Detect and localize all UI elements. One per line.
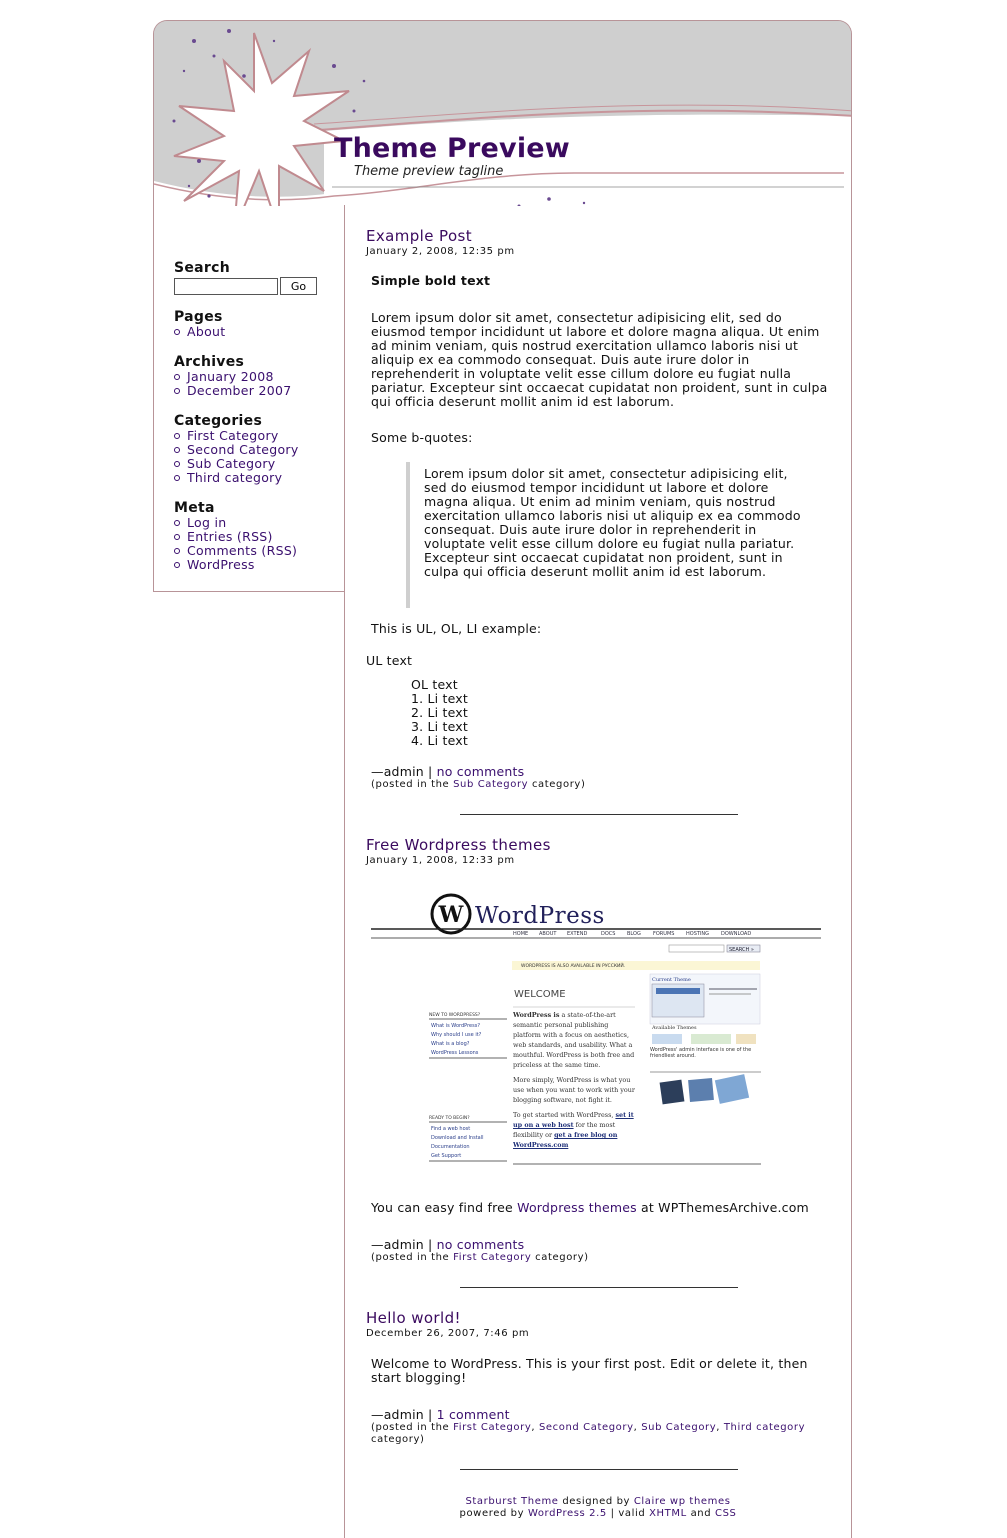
blockquote (406, 462, 802, 608)
post-separator (460, 1287, 738, 1288)
archives-heading: Archives (174, 354, 245, 370)
category-link[interactable]: Sub Category (641, 1422, 717, 1433)
meta-widget (174, 500, 297, 572)
post-title-example-post[interactable]: Example Post (366, 227, 473, 245)
post-separator (460, 814, 738, 815)
search-go-button[interactable]: Go (280, 277, 317, 295)
ol-text: OL text (411, 677, 458, 692)
footer-and: and (690, 1508, 712, 1519)
category-link[interactable]: Second Category (538, 1422, 634, 1433)
wp-logo-text: WordPress (475, 903, 605, 929)
sidebar-item-first-category[interactable]: First Category (174, 429, 299, 443)
wp-nav-item: ABOUT (539, 931, 557, 937)
post-text: Welcome to WordPress. This is your first post. Edit or delete it, then start blogging! (371, 1356, 808, 1385)
blog-title[interactable]: Theme Preview (334, 133, 570, 164)
posted-suffix: category) (371, 1434, 425, 1445)
sidebar-item-sub-category[interactable]: Sub Category (174, 457, 299, 471)
sidebar-item-december-2007[interactable]: December 2007 (174, 384, 292, 398)
wordpress-themes-link[interactable]: Wordpress themes (517, 1200, 637, 1215)
wp-started-mid: for the most flexibility or (513, 1121, 616, 1139)
post-meta: —admin | no comments (371, 764, 525, 779)
wp-welcome: WELCOME (514, 989, 566, 1000)
list-item: 4. Li text (411, 733, 468, 748)
post-category-line: (posted in the First Category, Second Category, Sub Category, Third category category) (371, 1422, 806, 1445)
blockquote-text: Lorem ipsum dolor sit amet, consectetur adipisicing elit, sed do eiusmod tempor incididunt ut labore et dolore magna aliqua. Ut enim ad minim veniam, quis nostrud exercitation ullamco laboris nisi ut aliquip ex ea commodo consequat. Duis aute irure dolor in reprehenderit in voluptate velit esse cillum dolore eu fugiat nulla pariatur. Excepteur sint occaecat cupidatat non proident, sunt in culpa qui officia deserunt mollit anim id est laborum. (424, 466, 801, 579)
posted-suffix: category) (531, 779, 586, 790)
sidebar (153, 205, 345, 592)
category-link[interactable]: Third category (723, 1422, 806, 1433)
wp-nav-item: BLOG (627, 931, 641, 937)
footer-css-link[interactable]: CSS (714, 1508, 737, 1519)
post-separator (460, 1469, 738, 1470)
wordpress-logo-icon (432, 895, 470, 933)
footer-valid: | valid (610, 1508, 646, 1519)
post-author: —admin (371, 1407, 424, 1422)
sidebar-item-second-category[interactable]: Second Category (174, 443, 299, 457)
categories-heading: Categories (174, 413, 263, 429)
post-title-hello-world[interactable]: Hello world! (366, 1309, 461, 1327)
sidebar-item-comments-rss[interactable]: Comments (RSS) (174, 544, 297, 558)
search-widget (174, 260, 317, 295)
meta-heading: Meta (174, 500, 215, 516)
post-meta: —admin | no comments (371, 1237, 525, 1252)
post-title-free-wordpress-themes[interactable]: Free Wordpress themes (366, 836, 551, 854)
category-link[interactable]: First Category (453, 1422, 532, 1433)
wp-left-link: Get Support (431, 1153, 462, 1159)
post-author: —admin (371, 764, 424, 779)
wp-left-link: Find a web host (431, 1126, 471, 1132)
post-date: December 26, 2007, 7:46 pm (366, 1328, 530, 1339)
blog-tagline: Theme preview tagline (354, 164, 504, 179)
wp-nav-item: DOCS (601, 931, 616, 937)
wp-nav-item: FORUMS (653, 931, 675, 937)
footer-designed-by: designed by (562, 1496, 631, 1507)
sidebar-item-january-2008[interactable]: January 2008 (174, 370, 292, 384)
category-link[interactable]: First Category (453, 1252, 532, 1263)
sidebar-item-about[interactable]: About (174, 325, 225, 339)
wp-left-link: What is WordPress? (431, 1023, 480, 1029)
wp-ready-heading: READY TO BEGIN? (429, 1116, 470, 1121)
pages-widget (174, 309, 225, 339)
sidebar-item-third-category[interactable]: Third category (174, 471, 299, 485)
sidebar-item-entries-rss[interactable]: Entries (RSS) (174, 530, 297, 544)
wp-current-theme: Current Theme (652, 977, 691, 983)
wp-nav-item: HOME (513, 931, 529, 937)
comments-link[interactable]: no comments (436, 1237, 525, 1252)
post-text (371, 1201, 833, 1215)
wp-set-it-up-link: set it up on a web host (513, 1111, 634, 1129)
post-date: January 1, 2008, 12:33 pm (366, 855, 515, 866)
search-input[interactable] (174, 278, 278, 295)
post-text-before: You can easy find free (371, 1200, 513, 1215)
wp-nav-item: HOSTING (686, 931, 710, 937)
footer-powered-by: powered by (459, 1508, 525, 1519)
list-intro: This is UL, OL, LI example: (371, 621, 542, 636)
list-item: 2. Li text (411, 705, 468, 720)
post-paragraph: Lorem ipsum dolor sit amet, consectetur adipisicing elit, sed do eiusmod tempor incididunt ut labore et dolore magna aliqua. Ut enim ad minim veniam, quis nostrud exercitation ullamco laboris nisi ut aliquip ex ea commodo consequat. Duis aute irure dolor in reprehenderit in voluptate velit esse cillum dolore eu fugiat nulla pariatur. Excepteur sint occaecat cupidatat non proident, sunt in culpa qui officia deserunt mollit anim id est laborum. (371, 310, 828, 409)
wp-nav-item: EXTEND (567, 931, 588, 937)
wp-simply: More simply, WordPress is what you use when you want to work with your blogging software, not fight it. (513, 1076, 635, 1104)
wp-new-heading: NEW TO WORDPRESS? (429, 1013, 481, 1018)
post-category-line (371, 1252, 821, 1264)
wp-search-button: SEARCH » (729, 947, 754, 953)
wp-available-themes: Available Themes (652, 1025, 697, 1031)
wp-left-link: Download and Install (431, 1135, 484, 1141)
footer-xhtml-link[interactable]: XHTML (649, 1508, 687, 1519)
page-frame (153, 20, 852, 1538)
wp-left-link: What is a blog? (431, 1041, 470, 1047)
wp-free-blog-link: get a free blog on WordPress.com (513, 1131, 618, 1149)
footer-wordpress-link[interactable]: WordPress 2.5 (527, 1508, 607, 1519)
wp-started-prefix: To get started with WordPress, (513, 1111, 614, 1119)
post-meta: —admin | 1 comment (371, 1407, 510, 1422)
wp-intro-bold: WordPress is (513, 1011, 560, 1019)
post-category-line (371, 779, 821, 791)
comments-link[interactable]: no comments (436, 764, 525, 779)
footer (345, 1496, 851, 1520)
archives-widget (174, 354, 292, 398)
list-item: 3. Li text (411, 719, 468, 734)
comments-link[interactable]: 1 comment (436, 1407, 510, 1422)
list-item: 1. Li text (411, 691, 468, 706)
posted-prefix: (posted in the (371, 1252, 450, 1263)
wp-caption: WordPress' admin interface is one of the friendliest around. (650, 1047, 752, 1059)
pages-heading: Pages (174, 309, 223, 325)
post-author: —admin (371, 1237, 424, 1252)
wp-left-link: Documentation (431, 1144, 470, 1150)
category-link[interactable]: Sub Category (453, 779, 529, 790)
wp-left-link: WordPress Lessons (431, 1050, 479, 1056)
post-date: January 2, 2008, 12:35 pm (366, 246, 515, 257)
wp-notice: WORDPRESS IS ALSO AVAILABLE IN РУССКИЙ. (521, 964, 626, 969)
wp-nav-item: DOWNLOAD (721, 931, 752, 937)
search-heading: Search (174, 260, 230, 276)
footer-theme-link[interactable]: Starburst Theme (465, 1496, 559, 1507)
header (153, 20, 852, 206)
ul-text: UL text (366, 653, 413, 668)
post-text-after: at WPThemesArchive.com (641, 1200, 809, 1215)
svg-text:W: W (438, 902, 464, 928)
sidebar-item-wordpress[interactable]: WordPress (174, 558, 297, 572)
categories-widget (174, 413, 299, 485)
footer-designer-link[interactable]: Claire wp themes (633, 1496, 731, 1507)
wp-left-link: Why should I use it? (431, 1032, 482, 1038)
post-bold-text: Simple bold text (371, 273, 491, 288)
wp-intro: a state-of-the-art semantic personal publishing platform with a focus on aesthetics, web standards, and usability. What a mouthful. WordPress is both free and priceless at the same time. (513, 1011, 635, 1069)
main-content (344, 205, 852, 1538)
wordpress-screenshot-image (371, 877, 821, 1177)
bquote-intro: Some b-quotes: (371, 430, 473, 445)
posted-prefix: (posted in the (371, 779, 450, 790)
posted-prefix: (posted in the (371, 1422, 450, 1433)
posted-suffix: category) (535, 1252, 589, 1263)
sidebar-item-log-in[interactable]: Log in (174, 516, 297, 530)
